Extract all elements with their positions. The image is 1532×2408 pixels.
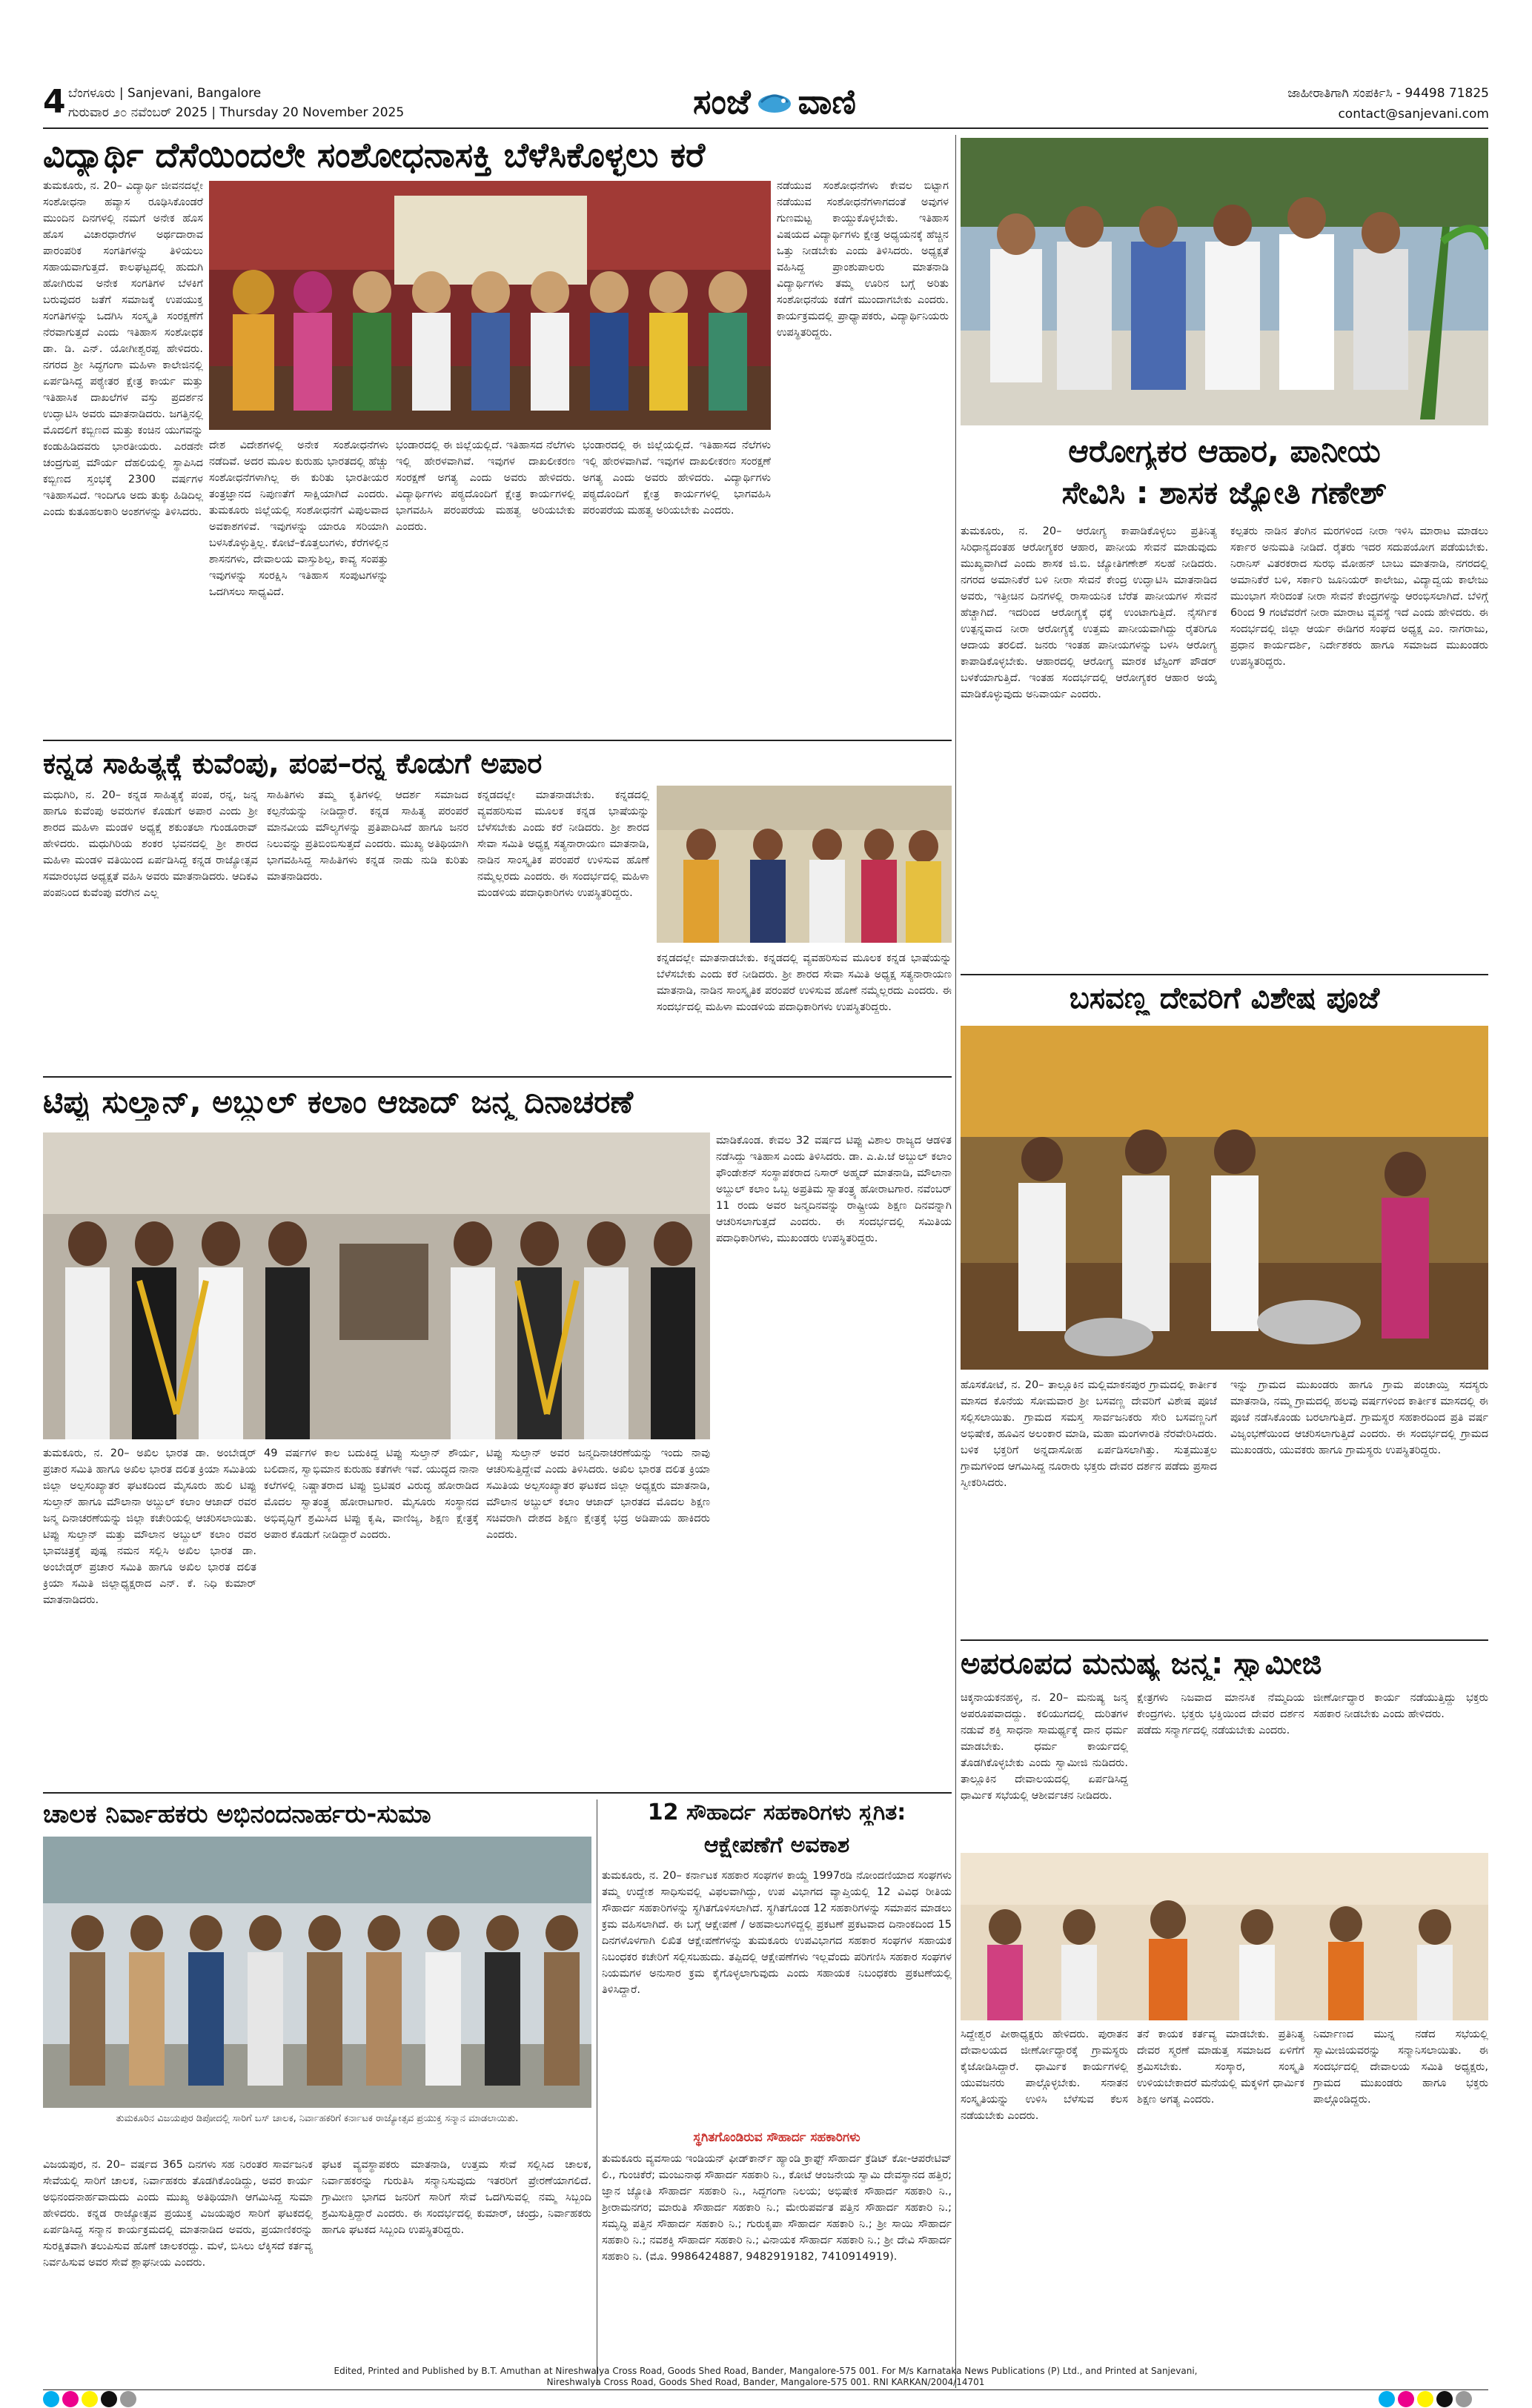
health-photo bbox=[961, 138, 1488, 425]
rule-basava-bottom bbox=[961, 1639, 1488, 1641]
driver-photo bbox=[43, 1837, 591, 2108]
swamiji-photo bbox=[961, 1853, 1488, 2020]
reg-mark-magenta-left bbox=[62, 2391, 79, 2407]
research-col1: ತುಮಕೂರು, ನ. 20– ವಿದ್ಯಾರ್ಥಿ ಜೀವನದಲ್ಲೇ ಸಂಶೋಧನಾ ಹವ್ಯಾಸ ರೂಢಿಸಿಕೊಂಡರೆ ಮುಂದಿನ ದಿನಗಳಲ್ಲಿ ನಮಗೆ ಅನೇಕ ಹೊಸ ಹೊಸ ವಿಚಾರಧಾರೆಗಳ ಅರ್ಥದಾರಾವ ಪಾರಂಪರಿಕ ಸಂಗತಿಗಳನ್ನು ತಿಳಿಯಲು ಸಹಾಯವಾಗುತ್ತದೆ. ಕಾಲಘಟ್ಟದಲ್ಲಿ ಹುದುಗಿ ಹೋಗಿರುವ ಅನೇಕ ಸಂಗತಿಗಳ ಬೆಳಕಿಗೆ ಬರುವುದರ ಜತೆಗೆ ಸಮಾಜಕ್ಕೆ ಉಪಯುಕ್ತ ಸಂಗತಿಗಳನ್ನು ಒದಗಿಸಿ ಸಂಸ್ಕೃತಿ ಸಂರಕ್ಷಣೆಗೆ ನೆರವಾಗುತ್ತದೆ ಎಂದು ಇತಿಹಾಸ ಸಂಶೋಧಕ ಡಾ. ಡಿ. ಎನ್. ಯೋಗೀಶ್ವರಪ್ಪ ಹೇಳಿದರು. ನಗರದ ಶ್ರೀ ಸಿದ್ಧಗಂಗಾ ಮಹಿಳಾ ಕಾಲೇಜಿನಲ್ಲಿ ಏರ್ಪಡಿಸಿದ್ದ ಪಠ್ಯೇತರ ಕ್ಷೇತ್ರ ಕಾರ್ಯ ಮತ್ತು ಇತಿಹಾಸಿಕ ದಾಖಲೆಗಳ ವಸ್ತು ಪ್ರದರ್ಶನ ಉದ್ಘಾಟಿಸಿ ಅವರು ಮಾತನಾಡಿದರು. ಜಗತ್ತಿನಲ್ಲಿ ಮೊದಲಿಗೆ ಕಬ್ಬಿಣದ ಮತ್ತು ಕಂಚಿನ ಯುಗವನ್ನು ಕಂಡುಹಿಡಿದವರು ಭಾರತೀಯರು. ಎರಡನೇ ಚಂದ್ರಗುಪ್ತ ಮೌರ್ಯ ದೆಹಲಿಯಲ್ಲಿ ಸ್ಥಾಪಿಸಿದ ಕಬ್ಬಿಣದ ಸ್ತಂಭಕ್ಕೆ 2300 ವರ್ಷಗಳ ಇತಿಹಾಸವಿದೆ. ಇಂದಿಗೂ ಅದು ತುಕ್ಕು ಹಿಡಿದಿಲ್ಲ ಎಂದು ಕುತೂಹಲಕಾರಿ ಅಂಶಗಳನ್ನು ತಿಳಿಸಿದರು. bbox=[43, 180, 203, 518]
kannada-headline: ಕನ್ನಡ ಸಾಹಿತ್ಯಕ್ಕೆ ಕುವೆಂಪು, ಪಂಪ–ರನ್ನ ಕೊಡುಗೆ ಅಪಾರ bbox=[43, 747, 543, 780]
swamiji-col1: ಚಿಕ್ಕನಾಯಕನಹಳ್ಳಿ, ನ. 20– ಮನುಷ್ಯ ಜನ್ಮ ಅಪರೂಪವಾದದ್ದು. ಕಲಿಯುಗದಲ್ಲಿ ದುರಿತಗಳ ನಡುವೆ ಶಕ್ತಿ ಸಾಧನಾ ಸಾಮರ್ಥ್ಯಕ್ಕೆ ದಾನ ಧರ್ಮ ಮಾಡಬೇಕು. ಧರ್ಮ ಕಾರ್ಯದಲ್ಲಿ ತೊಡಗಿಕೊಳ್ಳಬೇಕು ಎಂದು ಸ್ವಾಮೀಜಿ ನುಡಿದರು. ತಾಲ್ಲೂಕಿನ ದೇವಾಲಯದಲ್ಲಿ ಏರ್ಪಡಿಸಿದ್ದ ಧಾರ್ಮಿಕ ಸಭೆಯಲ್ಲಿ ಆಶೀರ್ವಚನ ನೀಡಿದರು. bbox=[961, 1692, 1128, 1802]
masthead-title-right: ವಾಣಿ bbox=[797, 82, 856, 122]
rule-research-bottom bbox=[43, 740, 952, 741]
edition-label: ಬೆಂಗಳೂರು | Sanjevani, Bangalore bbox=[68, 86, 262, 101]
basava-photo bbox=[961, 1026, 1488, 1370]
basava-col2: ಇನ್ನು ಗ್ರಾಮದ ಮುಖಂಡರು ಹಾಗೂ ಗ್ರಾಮ ಪಂಚಾಯ್ತಿ ಸದಸ್ಯರು ಮಾತನಾಡಿ, ನಮ್ಮ ಗ್ರಾಮದಲ್ಲಿ ಹಲವು ವರ್ಷಗಳಿಂದ ಕಾರ್ತೀಕ ಮಾಸದಲ್ಲಿ ಈ ಪೂಜೆ ನಡೆಸಿಕೊಂಡು ಬರಲಾಗುತ್ತಿದೆ. ಗ್ರಾಮಸ್ಥರ ಸಹಕಾರದಿಂದ ಪ್ರತಿ ವರ್ಷ ವಿಜೃಂಭಣೆಯಿಂದ ಆಚರಿಸಲಾಗುತ್ತಿದೆ ಎಂದರು. ಈ ಸಂದರ್ಭದಲ್ಲಿ ಗ್ರಾಮದ ಮುಖಂಡರು, ಯುವಕರು ಹಾಗೂ ಗ್ರಾಮಸ್ಥರು ಉಪಸ್ಥಿತರಿದ್ದರು. bbox=[1230, 1379, 1488, 1456]
reg-mark-cyan-right bbox=[1379, 2391, 1395, 2407]
rule-kannada-bottom bbox=[43, 1076, 952, 1078]
rule-tippu-bottom bbox=[43, 1792, 952, 1794]
reg-mark-magenta-right bbox=[1398, 2391, 1414, 2407]
swamiji-headline: ಅಪರೂಪದ ಮನುಷ್ಯ ಜನ್ಮ: ಸ್ವಾಮೀಜಿ bbox=[961, 1647, 1322, 1681]
tippu-photo bbox=[43, 1132, 710, 1439]
tippu-col2: 49 ವರ್ಷಗಳ ಕಾಲ ಬದುಕಿದ್ದ ಟಿಪ್ಪು ಸುಲ್ತಾನ್ ಶೌರ್ಯ, ಬಲಿದಾನ, ಸ್ವಾಭಿಮಾನ ಕುರುಹು ಕತೆಗಳೇ ಇವೆ. ಯುದ್ಧದ ನಾನಾ ಕಲೆಗಳಲ್ಲಿ ನಿಷ್ಣಾತರಾದ ಟಿಪ್ಪು ಬ್ರಿಟಿಷರ ವಿರುದ್ಧ ಹೋರಾಡಿದ ಮೊದಲ ಸ್ವಾತಂತ್ರ್ಯ ಹೋರಾಟಗಾರ. ಮೈಸೂರು ಸಂಸ್ಥಾನದ ಅಭಿವೃದ್ಧಿಗೆ ಶ್ರಮಿಸಿದ ಟಿಪ್ಪು ಕೃಷಿ, ವಾಣಿಜ್ಯ, ಶಿಕ್ಷಣ ಕ್ಷೇತ್ರಕ್ಕೆ ಅಪಾರ ಕೊಡುಗೆ ನೀಡಿದ್ದಾರೆ ಎಂದರು. bbox=[264, 1447, 479, 1541]
driver-caption: ತುಮಕೂರಿನ ವಿಜಯಪುರ ಡಿಪೋದಲ್ಲಿ ಸಾರಿಗೆ ಬಸ್ ಚಾಲಕ, ನಿರ್ವಾಹಕರಿಗೆ ಕರ್ನಾಟಕ ರಾಜ್ಯೋತ್ಸವ ಪ್ರಯುಕ್ತ ಸನ್ಮಾನ ಮಾಡಲಾಯಿತು. bbox=[116, 2113, 519, 2124]
masthead-rule bbox=[43, 127, 1488, 129]
ad-contact: ಜಾಹೀರಾತಿಗಾಗಿ ಸಂಪರ್ಕಿಸಿ - 94498 71825 bbox=[1287, 86, 1489, 101]
tippu-col1: ತುಮಕೂರು, ನ. 20– ಅಖಿಲ ಭಾರತ ಡಾ. ಅಂಬೇಡ್ಕರ್ ಪ್ರಚಾರ ಸಮಿತಿ ಹಾಗೂ ಅಖಿಲ ಭಾರತ ದಲಿತ ಕ್ರಿಯಾ ಸಮಿತಿಯ ಜಿಲ್ಲಾ ಅಲ್ಪಸಂಖ್ಯಾತರ ಘಟಕದಿಂದ ಮೈಸೂರು ಹುಲಿ ಟಿಪ್ಪು ಸುಲ್ತಾನ್ ಹಾಗೂ ಮೌಲಾನಾ ಅಬ್ದುಲ್ ಕಲಾಂ ಆಜಾದ್ ರವರ ಜನ್ಮ ದಿನಾಚರಣೆಯನ್ನು ಜಿಲ್ಲಾ ಕಚೇರಿಯಲ್ಲಿ ಆಚರಿಸಲಾಯಿತು. ಟಿಪ್ಪು ಸುಲ್ತಾನ್ ಮತ್ತು ಮೌಲಾನ ಅಬ್ದುಲ್ ಕಲಾಂ ರವರ ಭಾವಚಿತ್ರಕ್ಕೆ ಪುಷ್ಪ ನಮನ ಸಲ್ಲಿಸಿ ಅಖಿಲ ಭಾರತ ಡಾ. ಅಂಬೇಡ್ಕರ್ ಪ್ರಚಾರ ಸಮಿತಿ ಹಾಗೂ ಅಖಿಲ ಭಾರತ ದಲಿತ ಕ್ರಿಯಾ ಸಮಿತಿ ಜಿಲ್ಲಾಧ್ಯಕ್ಷರಾದ ಎನ್. ಕೆ. ನಿಧಿ ಕುಮಾರ್ ಮಾತನಾಡಿದರು. bbox=[43, 1447, 256, 1606]
page-number: 4 bbox=[43, 83, 66, 121]
tippu-col4: ಮಾಡಿಕೊಂಡ. ಕೇವಲ 32 ವರ್ಷದ ಟಿಪ್ಪು ವಿಶಾಲ ರಾಜ್ಯದ ಆಡಳಿತ ನಡೆಸಿದ್ದು ಇತಿಹಾಸ ಎಂದು ತಿಳಿಸಿದರು. ಡಾ. ಎ.ಪಿ.ಜೆ ಅಬ್ದುಲ್ ಕಲಾಂ ಫೌಂಡೇಶನ್ ಸಂಸ್ಥಾಪಕರಾದ ನಿಸಾರ್ ಅಹ್ಮದ್ ಮಾತನಾಡಿ, ಮೌಲಾನಾ ಅಬ್ದುಲ್ ಕಲಾಂ ಒಬ್ಬ ಅಪ್ರತಿಮ ಸ್ವಾತಂತ್ರ್ಯ ಹೋರಾಟಗಾರ. ನವೆಂಬರ್ 11 ರಂದು ಅವರ ಜನ್ಮದಿನವನ್ನು ರಾಷ್ಟ್ರೀಯ ಶಿಕ್ಷಣ ದಿನವನ್ನಾಗಿ ಆಚರಿಸಲಾಗುತ್ತದೆ ಎಂದರು. ಈ ಸಂದರ್ಭದಲ್ಲಿ ಸಮಿತಿಯ ಪದಾಧಿಕಾರಿಗಳು, ಮುಖಂಡರು ಉಪಸ್ಥಿತರಿದ್ದರು. bbox=[716, 1135, 952, 1244]
swamiji-col5: ತನೆ ಕಾಯಕ ಕರ್ತವ್ಯ ಮಾಡಬೇಕು. ಪ್ರತಿನಿತ್ಯ ದೇವರ ಸ್ಮರಣೆ ಮಾಡುತ್ತ ಸಮಾಜದ ಏಳಿಗೆಗೆ ಶ್ರಮಿಸಬೇಕು. ಸಂಸ್ಕಾರ, ಸಂಸ್ಕೃತಿ ಉಳಿಯಬೇಕಾದರೆ ಮನೆಯಲ್ಲಿ ಮಕ್ಕಳಿಗೆ ಧಾರ್ಮಿಕ ಶಿಕ್ಷಣ ಅಗತ್ಯ ಎಂದರು. bbox=[1137, 2029, 1304, 2106]
health-headline-2: ಸೇವಿಸಿ : ಶಾಸಕ ಜ್ಯೋತಿ ಗಣೇಶ್ bbox=[1061, 474, 1387, 511]
kannada-col4: ಕನ್ನಡದಲ್ಲೇ ಮಾತನಾಡಬೇಕು. ಕನ್ನಡದಲ್ಲಿ ವ್ಯವಹರಿಸುವ ಮೂಲಕ ಕನ್ನಡ ಭಾಷೆಯನ್ನು ಬೆಳೆಸಬೇಕು ಎಂದು ಕರೆ ನೀಡಿದರು. ಶ್ರೀ ಶಾರದ ಸೇವಾ ಸಮಿತಿ ಅಧ್ಯಕ್ಷ ಸತ್ಯನಾರಾಯಣ ಮಾತನಾಡಿ, ನಾಡಿನ ಸಾಂಸ್ಕೃತಿಕ ಪರಂಪರೆ ಉಳಿಸುವ ಹೊಣೆ ನಮ್ಮೆಲ್ಲರದು ಎಂದರು. ಈ ಸಂದರ್ಭದಲ್ಲಿ ಮಹಿಳಾ ಮಂಡಳಿಯ ಪದಾಧಿಕಾರಿಗಳು ಉಪಸ್ಥಿತರಿದ್ದರು. bbox=[657, 952, 952, 1013]
rule-health-bottom bbox=[961, 974, 1488, 975]
contact-email[interactable]: contact@sanjevani.com bbox=[1338, 107, 1489, 122]
research-col3: ಭಂಡಾರದಲ್ಲಿ ಈ ಜಿಲ್ಲೆಯಲ್ಲಿದೆ. ಇತಿಹಾಸದ ನೆಲೆಗಳು ಇಲ್ಲಿ ಹೇರಳವಾಗಿವೆ. ಇವುಗಳ ದಾಖಲೀಕರಣ ಸಂರಕ್ಷಣೆ ಅಗತ್ಯ ಎಂದು ಅವರು ಹೇಳಿದರು. ವಿದ್ಯಾರ್ಥಿಗಳು ಪಠ್ಯದೊಂದಿಗೆ ಕ್ಷೇತ್ರ ಕಾರ್ಯಗಳಲ್ಲಿ ಭಾಗವಹಿಸಿ ಪರಂಪರೆಯ ಮಹತ್ವ ಅರಿಯಬೇಕು ಎಂದರು. bbox=[396, 440, 575, 533]
masthead-logo bbox=[652, 82, 897, 123]
masthead-title-left: ಸಂಜೆ bbox=[693, 82, 751, 122]
basava-col1: ಹೊಸಕೋಟೆ, ನ. 20– ತಾಲ್ಲೂಕಿನ ಮಲ್ಲಿಮಾಕನಪುರ ಗ್ರಾಮದಲ್ಲಿ ಕಾರ್ತೀಕ ಮಾಸದ ಕೊನೆಯ ಸೋಮವಾರ ಶ್ರೀ ಬಸವಣ್ಣ ದೇವರಿಗೆ ವಿಶೇಷ ಪೂಜೆ ಸಲ್ಲಿಸಲಾಯಿತು. ಗ್ರಾಮದ ಸಮಸ್ತ ಸಾರ್ವಜನಿಕರು ಸೇರಿ ಬಸವಣ್ಣನಿಗೆ ಅಭಿಷೇಕ, ಹೂವಿನ ಅಲಂಕಾರ ಮಾಡಿ, ಮಹಾ ಮಂಗಳಾರತಿ ನೆರವೇರಿಸಿದರು. ಬಳಿಕ ಭಕ್ತರಿಗೆ ಅನ್ನದಾಸೋಹ ಏರ್ಪಡಿಸಲಾಗಿತ್ತು. ಸುತ್ತಮುತ್ತಲ ಗ್ರಾಮಗಳಿಂದ ಆಗಮಿಸಿದ್ದ ನೂರಾರು ಭಕ್ತರು ದೇವರ ದರ್ಶನ ಪಡೆದು ಪ್ರಸಾದ ಸ್ವೀಕರಿಸಿದರು. bbox=[961, 1379, 1217, 1489]
research-col2: ದೇಶ ವಿದೇಶಗಳಲ್ಲಿ ಅನೇಕ ಸಂಶೋಧನೆಗಳು ನಡೆದಿವೆ. ಅದರ ಮೂಲ ಕುರುಹು ಭಾರತದಲ್ಲಿ ಹೆಚ್ಚು ಸಂಶೋಧನೆಗಳಾಗಿಲ್ಲ ಈ ಕುರಿತು ಭಾರತೀಯರ ತಂತ್ರಜ್ಞಾನದ ನಿಪುಣತೆಗೆ ಸಾಕ್ಷಿಯಾಗಿದೆ ಎಂದರು. ತುಮಕೂರು ಜಿಲ್ಲೆಯಲ್ಲಿ ಸಂಶೋಧನೆಗೆ ವಿಪುಲವಾದ ಅವಕಾಶಗಳಿವೆ. ಇವುಗಳನ್ನು ಯಾರೂ ಸರಿಯಾಗಿ ಬಳಸಿಕೊಳ್ಳುತ್ತಿಲ್ಲ. ಕೋಟೆ–ಕೊತ್ತಲುಗಳು, ಕೆರೆಗಳಲ್ಲಿನ ಶಾಸನಗಳು, ದೇವಾಲಯ ವಾಸ್ತುಶಿಲ್ಪ, ಕಾವ್ಯ ಸಂಪತ್ತು ಇವುಗಳನ್ನು ಸಂರಕ್ಷಿಸಿ ಇತಿಹಾಸ ಸಂಪುಟಗಳನ್ನು ಒದಗಿಸಲು ಸಾಧ್ಯವಿದೆ. bbox=[209, 440, 388, 598]
driver-col2: ಘಟಕ ವ್ಯವಸ್ಥಾಪಕರು ಮಾತನಾಡಿ, ಉತ್ತಮ ಸೇವೆ ಸಲ್ಲಿಸಿದ ಚಾಲಕ, ನಿರ್ವಾಹಕರನ್ನು ಗುರುತಿಸಿ ಸನ್ಮಾನಿಸುವುದು ಇತರರಿಗೆ ಪ್ರೇರಣೆಯಾಗಲಿದೆ. ಗ್ರಾಮೀಣ ಭಾಗದ ಜನರಿಗೆ ಸಾರಿಗೆ ಸೇವೆ ಒದಗಿಸುವಲ್ಲಿ ನಮ್ಮ ಸಿಬ್ಬಂದಿ ಶ್ರಮಿಸುತ್ತಿದ್ದಾರೆ ಎಂದರು. ಈ ಸಂದರ್ಭದಲ್ಲಿ ಕುಮಾರ್, ಚಂದ್ರು, ನಿರ್ವಾಹಕರು ಹಾಗೂ ಘಟಕದ ಸಿಬ್ಬಂದಿ ಉಪಸ್ಥಿತರಿದ್ದರು. bbox=[322, 2159, 591, 2236]
coop-headline-1: 12 ಸೌಹಾರ್ದ ಸಹಕಾರಿಗಳು ಸ್ಥಗಿತ: bbox=[647, 1800, 906, 1825]
imprint-block bbox=[193, 2366, 1339, 2388]
kannada-col1: ಮಧುಗಿರಿ, ನ. 20– ಕನ್ನಡ ಸಾಹಿತ್ಯಕ್ಕೆ ಪಂಪ, ರನ್ನ, ಜನ್ನ ಹಾಗೂ ಕುವೆಂಪು ಅವರುಗಳ ಕೊಡುಗೆ ಅಪಾರ ಎಂದು ಶ್ರೀ ಶಾರದ ಮಹಿಳಾ ಮಂಡಳಿ ಅಧ್ಯಕ್ಷೆ ಶಕುಂತಲಾ ಗುಂಡೂರಾವ್ ಹೇಳಿದರು. ಮಧುಗಿರಿಯ ಶಂಕರ ಭವನದಲ್ಲಿ ಶ್ರೀ ಶಾರದ ಮಹಿಳಾ ಮಂಡಳಿ ವತಿಯಿಂದ ಏರ್ಪಡಿಸಿದ್ದ ಕನ್ನಡ ರಾಜ್ಯೋತ್ಸವ ಸಮಾರಂಭದ ಅಧ್ಯಕ್ಷತೆ ವಹಿಸಿ ಅವರು ಮಾತನಾಡಿದರು. ಆದಿಕವಿ ಪಂಪನಿಂದ ಕುವೆಂಪು ವರೆಗಿನ ಎಲ್ಲ bbox=[43, 789, 258, 899]
kannada-photo bbox=[657, 786, 952, 943]
imprint-text-1: Edited, Printed and Published by B.T. Amuthan at Nireshwalya Cross Road, Goods Shed Road, Bander, Mangalore-575 001. For M/s Karnataka News Publications (P) Ltd., and Printed at Sanjevani, bbox=[334, 2366, 1198, 2376]
health-col2: ಕಲ್ಪತರು ನಾಡಿನ ತೆಂಗಿನ ಮರಗಳಿಂದ ನೀರಾ ಇಳಿಸಿ ಮಾರಾಟ ಮಾಡಲು ಸರ್ಕಾರ ಅನುಮತಿ ನೀಡಿದೆ. ರೈತರು ಇದರ ಸದುಪಯೋಗ ಪಡೆಯಬೇಕು. ನಿರಾನಿಸ್ ವಿತರಕರಾದ ಸುರಭಿ ಮೋಹನ್ ಬಾಬು ಮಾತನಾಡಿ, ನಗರದಲ್ಲಿ ಅಮಾನಿಕೆರೆ ಬಳಿ, ಸರ್ಕಾರಿ ಜೂನಿಯರ್ ಕಾಲೇಜು, ವಿದ್ಯಾದ್ವಯ ಕಾಲೇಜು ಮುಂಭಾಗ ಸೇರಿದಂತೆ ನೀರಾ ಸೇವನೆ ಕೇಂದ್ರಗಳನ್ನು ಆರಂಭಿಸಲಾಗಿದೆ. ಬೆಳಿಗ್ಗೆ 6ರಿಂದ 9 ಗಂಟೆವರೆಗೆ ನೀರಾ ಮಾರಾಟ ವ್ಯವಸ್ಥೆ ಇದೆ ಎಂದು ಹೇಳಿದರು. ಈ ಸಂದರ್ಭದಲ್ಲಿ ಜಿಲ್ಲಾ ಆರ್ಯ ಈಡಿಗರ ಸಂಘದ ಅಧ್ಯಕ್ಷ ಎಂ. ನಾಗರಾಜು, ಪ್ರಧಾನ ಕಾರ್ಯದರ್ಶಿ, ನಿರ್ದೇಶಕರು ಹಾಗೂ ಸಮಾಜದ ಮುಖಂಡರು ಉಪಸ್ಥಿತರಿದ್ದರು. bbox=[1230, 525, 1488, 668]
tippu-headline: ಟಿಪ್ಪು ಸುಲ್ತಾನ್, ಅಬ್ದುಲ್ ಕಲಾಂ ಆಜಾದ್ ಜನ್ಮ ದಿನಾಚರಣೆ bbox=[43, 1084, 634, 1120]
reg-mark-yellow-right bbox=[1417, 2391, 1433, 2407]
coop-headline-2: ಆಕ್ಷೇಪಣೆಗೆ ಅವಕಾಶ bbox=[703, 1832, 850, 1858]
research-col5: ಭಂಡಾರದಲ್ಲಿ ಈ ಜಿಲ್ಲೆಯಲ್ಲಿದೆ. ಇತಿಹಾಸದ ನೆಲೆಗಳು ಇಲ್ಲಿ ಹೇರಳವಾಗಿವೆ. ಇವುಗಳ ದಾಖಲೀಕರಣ ಸಂರಕ್ಷಣೆ ಅಗತ್ಯ ಎಂದು ಅವರು ಹೇಳಿದರು. ವಿದ್ಯಾರ್ಥಿಗಳು ಪಠ್ಯದೊಂದಿಗೆ ಕ್ಷೇತ್ರ ಕಾರ್ಯಗಳಲ್ಲಿ ಭಾಗವಹಿಸಿ ಪರಂಪರೆಯ ಮಹತ್ವ ಅರಿಯಬೇಕು ಎಂದರು. bbox=[583, 440, 771, 517]
reg-mark-cyan-left bbox=[43, 2391, 59, 2407]
swamiji-col3: ಜೀರ್ಣೋದ್ಧಾರ ಕಾರ್ಯ ನಡೆಯುತ್ತಿದ್ದು ಭಕ್ತರು ಸಹಕಾರ ನೀಡಬೇಕು ಎಂದು ಹೇಳಿದರು. bbox=[1313, 1692, 1488, 1720]
kannada-col2: ಸಾಹಿತಿಗಳು ತಮ್ಮ ಕೃತಿಗಳಲ್ಲಿ ಆದರ್ಶ ಸಮಾಜದ ಕಲ್ಪನೆಯನ್ನು ನೀಡಿದ್ದಾರೆ. ಕನ್ನಡ ಸಾಹಿತ್ಯ ಪರಂಪರೆ ಮಾನವೀಯ ಮೌಲ್ಯಗಳನ್ನು ಪ್ರತಿಪಾದಿಸಿದೆ ಹಾಗೂ ಜನರ ನಿಲುವನ್ನು ಪ್ರತಿಬಿಂಬಿಸುತ್ತದೆ ಎಂದರು. ಮುಖ್ಯ ಅತಿಥಿಯಾಗಿ ಭಾಗವಹಿಸಿದ್ದ ಸಾಹಿತಿಗಳು ಕನ್ನಡ ನಾಡು ನುಡಿ ಕುರಿತು ಮಾತನಾಡಿದರು. bbox=[267, 789, 468, 883]
driver-col1: ವಿಜಯಪುರ, ನ. 20– ವರ್ಷದ 365 ದಿನಗಳು ಸಹ ನಿರಂತರ ಸಾರ್ವಜನಿಕ ಸೇವೆಯಲ್ಲಿ ಸಾರಿಗೆ ಚಾಲಕ, ನಿರ್ವಾಹಕರು ತೊಡಗಿಕೊಂಡಿದ್ದು, ಅವರ ಕಾರ್ಯ ಅಭಿನಂದನಾರ್ಹವಾದುದು ಎಂದು ಮುಖ್ಯ ಅತಿಥಿಯಾಗಿ ಆಗಮಿಸಿದ್ದ ಸುಮಾ ಹೇಳಿದರು. ಕನ್ನಡ ರಾಜ್ಯೋತ್ಸವ ಪ್ರಯುಕ್ತ ವಿಜಯಪುರ ಸಾರಿಗೆ ಘಟಕದಲ್ಲಿ ಏರ್ಪಡಿಸಿದ್ದ ಸನ್ಮಾನ ಕಾರ್ಯಕ್ರಮದಲ್ಲಿ ಮಾತನಾಡಿದ ಅವರು, ಪ್ರಯಾಣಿಕರನ್ನು ಸುರಕ್ಷಿತವಾಗಿ ತಲುಪಿಸುವ ಹೊಣೆ ಚಾಲಕರದ್ದು. ಮಳೆ, ಬಿಸಿಲು ಲೆಕ್ಕಿಸದೆ ಕರ್ತವ್ಯ ನಿರ್ವಹಿಸುವ ಅವರ ಸೇವೆ ಶ್ಲಾಘನೀಯ ಎಂದರು. bbox=[43, 2159, 313, 2269]
reg-mark-grey-left bbox=[120, 2391, 136, 2407]
reg-mark-yellow-left bbox=[82, 2391, 98, 2407]
kannada-col3: ಕನ್ನಡದಲ್ಲೇ ಮಾತನಾಡಬೇಕು. ಕನ್ನಡದಲ್ಲಿ ವ್ಯವಹರಿಸುವ ಮೂಲಕ ಕನ್ನಡ ಭಾಷೆಯನ್ನು ಬೆಳೆಸಬೇಕು ಎಂದು ಕರೆ ನೀಡಿದರು. ಶ್ರೀ ಶಾರದ ಸೇವಾ ಸಮಿತಿ ಅಧ್ಯಕ್ಷ ಸತ್ಯನಾರಾಯಣ ಮಾತನಾಡಿ, ನಾಡಿನ ಸಾಂಸ್ಕೃತಿಕ ಪರಂಪರೆ ಉಳಿಸುವ ಹೊಣೆ ನಮ್ಮೆಲ್ಲರದು ಎಂದರು. ಈ ಸಂದರ್ಭದಲ್ಲಿ ಮಹಿಳಾ ಮಂಡಳಿಯ ಪದಾಧಿಕಾರಿಗಳು ಉಪಸ್ಥಿತರಿದ್ದರು. bbox=[477, 789, 649, 899]
swamiji-col2: ಕ್ಷೇತ್ರಗಳು ನಿಜವಾದ ಮಾನಸಿಕ ನೆಮ್ಮದಿಯ ಕೇಂದ್ರಗಳು. ಭಕ್ತರು ಭಕ್ತಿಯಿಂದ ದೇವರ ದರ್ಶನ ಪಡೆದು ಸನ್ಮಾರ್ಗದಲ್ಲಿ ನಡೆಯಬೇಕು ಎಂದರು. bbox=[1137, 1692, 1304, 1737]
research-col4: ನಡೆಯುವ ಸಂಶೋಧನೆಗಳು ಕೇವಲ ಬಿಟ್ಟಾಗ ನಡೆಯುವ ಸಂಶೋಧನೆಗಳಾಗದಂತೆ ಅವುಗಳ ಗುಣಮಟ್ಟ ಕಾಯ್ದುಕೊಳ್ಳಬೇಕು. ಇತಿಹಾಸ ವಿಷಯದ ವಿದ್ಯಾರ್ಥಿಗಳು ಕ್ಷೇತ್ರ ಅಧ್ಯಯನಕ್ಕೆ ಹೆಚ್ಚಿನ ಒತ್ತು ನೀಡಬೇಕು ಎಂದು ತಿಳಿಸಿದರು. ಅಧ್ಯಕ್ಷತೆ ವಹಿಸಿದ್ದ ಪ್ರಾಂಶುಪಾಲರು ಮಾತನಾಡಿ ವಿದ್ಯಾರ್ಥಿಗಳು ತಮ್ಮ ಊರಿನ ಬಗ್ಗೆ ಅರಿತು ಸಂಶೋಧನೆಯ ಕಡೆಗೆ ಮುಂದಾಗಬೇಕು ಎಂದರು. ಕಾರ್ಯಕ್ರಮದಲ್ಲಿ ಪ್ರಾಧ್ಯಾಪಕರು, ವಿದ್ಯಾರ್ಥಿನಿಯರು ಉಪಸ್ಥಿತರಿದ್ದರು. bbox=[777, 180, 949, 339]
reg-mark-grey-right bbox=[1456, 2391, 1472, 2407]
date-line: ಗುರುವಾರ ೨೦ ನವೆಂಬರ್ 2025 | Thursday 20 November 2025 bbox=[68, 105, 405, 120]
basava-headline: ಬಸವಣ್ಣ ದೇವರಿಗೆ ವಿಶೇಷ ಪೂಜೆ bbox=[1069, 981, 1380, 1015]
swamiji-col4: ಸಿದ್ದೇಶ್ವರ ಪೀಠಾಧ್ಯಕ್ಷರು ಹೇಳಿದರು. ಪುರಾತನ ದೇವಾಲಯದ ಜೀರ್ಣೋದ್ಧಾರಕ್ಕೆ ಗ್ರಾಮಸ್ಥರು ಕೈಜೋಡಿಸಿದ್ದಾರೆ. ಧಾರ್ಮಿಕ ಕಾರ್ಯಗಳಲ್ಲಿ ಯುವಜನರು ಪಾಲ್ಗೊಳ್ಳಬೇಕು. ಸನಾತನ ಸಂಸ್ಕೃತಿಯನ್ನು ಉಳಿಸಿ ಬೆಳೆಸುವ ಕೆಲಸ ನಡೆಯಬೇಕು ಎಂದರು. bbox=[961, 2029, 1128, 2122]
coop-col1: ತುಮಕೂರು, ನ. 20– ಕರ್ನಾಟಕ ಸಹಕಾರ ಸಂಘಗಳ ಕಾಯ್ದೆ 1997ರಡಿ ನೋಂದಣಿಯಾದ ಸಂಘಗಳು ತಮ್ಮ ಉದ್ದೇಶ ಸಾಧಿಸುವಲ್ಲಿ ವಿಫಲವಾಗಿದ್ದು, ಉಪ ವಿಭಾಗದ ವ್ಯಾಪ್ತಿಯಲ್ಲಿ 12 ವಿವಿಧ ರೀತಿಯ ಸೌಹಾರ್ದ ಸಹಕಾರಿಗಳನ್ನು ಸ್ಥಗಿತಗೊಳಿಸಲಾಗಿದೆ. ಸ್ಥಗಿತಗೊಂಡ 12 ಸಹಕಾರಿಗಳನ್ನು ಸಮಾಪನ ಮಾಡಲು ಕ್ರಮ ವಹಿಸಲಾಗಿದೆ. ಈ ಬಗ್ಗೆ ಆಕ್ಷೇಪಣೆ / ಅಹವಾಲುಗಳಿದ್ದಲ್ಲಿ ಪ್ರಕಟಣೆ ಪ್ರಕಟವಾದ ದಿನಾಂಕದಿಂದ 15 ದಿನಗಳೊಳಗಾಗಿ ಲಿಖಿತ ಆಕ್ಷೇಪಣೆಗಳನ್ನು ತುಮಕೂರು ಉಪವಿಭಾಗದ ಸಹಕಾರ ಸಂಘಗಳ ಸಹಾಯಕ ನಿಬಂಧಕರ ಕಚೇರಿಗೆ ಸಲ್ಲಿಸಬಹುದು. ತಪ್ಪಿದಲ್ಲಿ ಆಕ್ಷೇಪಣೆಗಳು ಇಲ್ಲವೆಂದು ಪರಿಗಣಿಸಿ ಸಹಕಾರ ಸಂಘಗಳ ನಿಯಮಗಳ ಅನುಸಾರ ಕ್ರಮ ಕೈಗೊಳ್ಳಲಾಗುವುದು ಎಂದು ಸಹಾಯಕ ನಿಬಂಧಕರು ಪ್ರಕಟಣೆಯಲ್ಲಿ ತಿಳಿಸಿದ್ದಾರೆ. bbox=[602, 1870, 952, 1996]
driver-headline: ಚಾಲಕ ನಿರ್ವಾಹಕರು ಅಭಿನಂದನಾರ್ಹರು-ಸುಮಾ bbox=[43, 1800, 431, 1829]
research-photo bbox=[209, 181, 771, 430]
coop-col2: ತುಮಕೂರು ವ್ಯವಸಾಯ ಇಂಡಿಯನ್ ಫೀಡ್‌ಕಾರ್ನ್ ಹ್ಯಾಂಡಿ ಕ್ರಾಫ್ಟ್ ಸೌಹಾರ್ದ ಕ್ರೆಡಿಟ್ ಕೋ-ಆಪರೇಟಿವ್ ಲಿ., ಗುಂಚಿಕೆರೆ; ಮಂಜುನಾಥ ಸೌಹಾರ್ದ ಸಹಕಾರಿ ನಿ., ಕೋಟೆ ಆಂಜನೇಯ ಸ್ವಾಮಿ ದೇವಸ್ಥಾನದ ಹತ್ತಿರ; ಜ್ಞಾನ ಜ್ಯೋತಿ ಸೌಹಾರ್ದ ಸಹಕಾರಿ ನಿ., ಸಿದ್ದಗಂಗಾ ನಿಲಯ; ಅಭಿಷೇಕ ಸೌಹಾರ್ದ ಸಹಕಾರಿ ನಿ., ಶ್ರೀರಾಮನಗರ; ಮಾರುತಿ ಸೌಹಾರ್ದ ಸಹಕಾರಿ ನಿ.; ಮೇರುಪರ್ವತ ಪತ್ತಿನ ಸೌಹಾರ್ದ ಸಹಕಾರಿ ನಿ.; ಸಮೃದ್ಧಿ ಪತ್ತಿನ ಸೌಹಾರ್ದ ಸಹಕಾರಿ ನಿ.; ಗುರುಕೃಪಾ ಸೌಹಾರ್ದ ಸಹಕಾರಿ ನಿ.; ಶ್ರೀ ಸಾಯಿ ಸೌಹಾರ್ದ ಸಹಕಾರಿ ನಿ.; ನವಶಕ್ತಿ ಸೌಹಾರ್ದ ಸಹಕಾರಿ ನಿ.; ವಿನಾಯಕ ಸೌಹಾರ್ದ ಸಹಕಾರಿ ನಿ.; ಶ್ರೀ ದೇವಿ ಸೌಹಾರ್ದ ಸಹಕಾರಿ ನಿ. (ಮೊ. 9986424887, 9482919182, 7410914919). bbox=[602, 2153, 952, 2263]
reg-mark-black-right bbox=[1436, 2391, 1453, 2407]
health-col1: ತುಮಕೂರು, ನ. 20– ಆರೋಗ್ಯ ಕಾಪಾಡಿಕೊಳ್ಳಲು ಪ್ರತಿನಿತ್ಯ ಸಿರಿಧಾನ್ಯದಂತಹ ಆರೋಗ್ಯಕರ ಆಹಾರ, ಪಾನೀಯ ಸೇವನೆ ಮಾಡುವುದು ಮುಖ್ಯವಾಗಿದೆ ಎಂದು ಶಾಸಕ ಜಿ.ಬಿ. ಜ್ಯೋತಿಗಣೇಶ್ ಸಲಹೆ ನೀಡಿದರು. ನಗರದ ಅಮಾನಿಕೆರೆ ಬಳಿ ನೀರಾ ಸೇವನೆ ಕೇಂದ್ರ ಉದ್ಘಾಟಿಸಿ ಮಾತನಾಡಿದ ಅವರು, ಇತ್ತೀಚಿನ ದಿನಗಳಲ್ಲಿ ರಾಸಾಯನಿಕ ಬೆರೆತ ಪಾನೀಯಗಳ ಸೇವನೆ ಹೆಚ್ಚಾಗಿದೆ. ಇದರಿಂದ ಆರೋಗ್ಯಕ್ಕೆ ಧಕ್ಕೆ ಉಂಟಾಗುತ್ತಿದೆ. ನೈಸರ್ಗಿಕ ಉತ್ಪನ್ನವಾದ ನೀರಾ ಆರೋಗ್ಯಕ್ಕೆ ಉತ್ತಮ ಪಾನೀಯವಾಗಿದ್ದು ರೈತರಿಗೂ ಆದಾಯ ತರಲಿದೆ. ಜನರು ಇಂತಹ ಪಾನೀಯಗಳನ್ನು ಬಳಸಿ ಆರೋಗ್ಯ ಕಾಪಾಡಿಕೊಳ್ಳಬೇಕು. ಆಹಾರದಲ್ಲಿ ಆರೋಗ್ಯ ಮಾರಕ ಟೆಸ್ಟಿಂಗ್ ಪೌಡರ್ ಬಳಕೆಯಾಗುತ್ತಿದೆ. ಇಂತಹ ಸಂದರ್ಭದಲ್ಲಿ ಆರೋಗ್ಯಕರ ಆಹಾರ ಅಯ್ಕೆ ಮಾಡಿಕೊಳ್ಳುವುದು ಅನಿವಾರ್ಯ ಎಂದರು. bbox=[961, 525, 1217, 700]
research-headline: ವಿದ್ಯಾರ್ಥಿ ದೆಸೆಯಿಂದಲೇ ಸಂಶೋಧನಾಸಕ್ತಿ ಬೆಳೆಸಿಕೊಳ್ಳಲು ಕರೆ bbox=[43, 135, 706, 175]
tippu-col3: ಟಿಪ್ಪು ಸುಲ್ತಾನ್ ಅವರ ಜನ್ಮದಿನಾಚರಣೆಯನ್ನು ಇಂದು ನಾವು ಆಚರಿಸುತ್ತಿದ್ದೇವೆ ಎಂದು ತಿಳಿಸಿದರು. ಅಖಿಲ ಭಾರತ ದಲಿತ ಕ್ರಿಯಾ ಸಮಿತಿಯ ಅಲ್ಪಸಂಖ್ಯಾತರ ಘಟಕದ ಜಿಲ್ಲಾ ಅಧ್ಯಕ್ಷರು ಮಾತನಾಡಿ, ಮೌಲಾನ ಅಬ್ದುಲ್ ಕಲಾಂ ಆಜಾದ್ ಭಾರತದ ಮೊದಲ ಶಿಕ್ಷಣ ಸಚಿವರಾಗಿ ದೇಶದ ಶಿಕ್ಷಣ ಕ್ಷೇತ್ರಕ್ಕೆ ಭದ್ರ ಅಡಿಪಾಯ ಹಾಕಿದರು ಎಂದರು. bbox=[486, 1447, 710, 1541]
health-headline-1: ಆರೋಗ್ಯಕರ ಆಹಾರ, ಪಾನೀಯ bbox=[1068, 433, 1381, 469]
reg-mark-black-left bbox=[101, 2391, 117, 2407]
dove-logo-icon bbox=[754, 87, 795, 117]
imprint-text-2: Nireshwalya Cross Road, Goods Shed Road, Bander, Mangalore-575 001. RNI KARKAN/2004/14701 bbox=[546, 2377, 985, 2387]
rule-main-split bbox=[955, 135, 956, 2388]
swamiji-col6: ನಿರ್ಮಾಣದ ಮುನ್ನ ನಡೆದ ಸಭೆಯಲ್ಲಿ ಸ್ವಾಮೀಜಿಯವರನ್ನು ಸನ್ಮಾನಿಸಲಾಯಿತು. ಈ ಸಂದರ್ಭದಲ್ಲಿ ದೇವಾಲಯ ಸಮಿತಿ ಅಧ್ಯಕ್ಷರು, ಗ್ರಾಮದ ಮುಖಂಡರು ಹಾಗೂ ಭಕ್ತರು ಪಾಲ್ಗೊಂಡಿದ್ದರು. bbox=[1313, 2029, 1488, 2106]
coop-subhead: ಸ್ಥಗಿತಗೊಂಡಿರುವ ಸೌಹಾರ್ದ ಸಹಕಾರಿಗಳು bbox=[693, 2130, 860, 2145]
footer-rule bbox=[43, 2389, 1488, 2390]
